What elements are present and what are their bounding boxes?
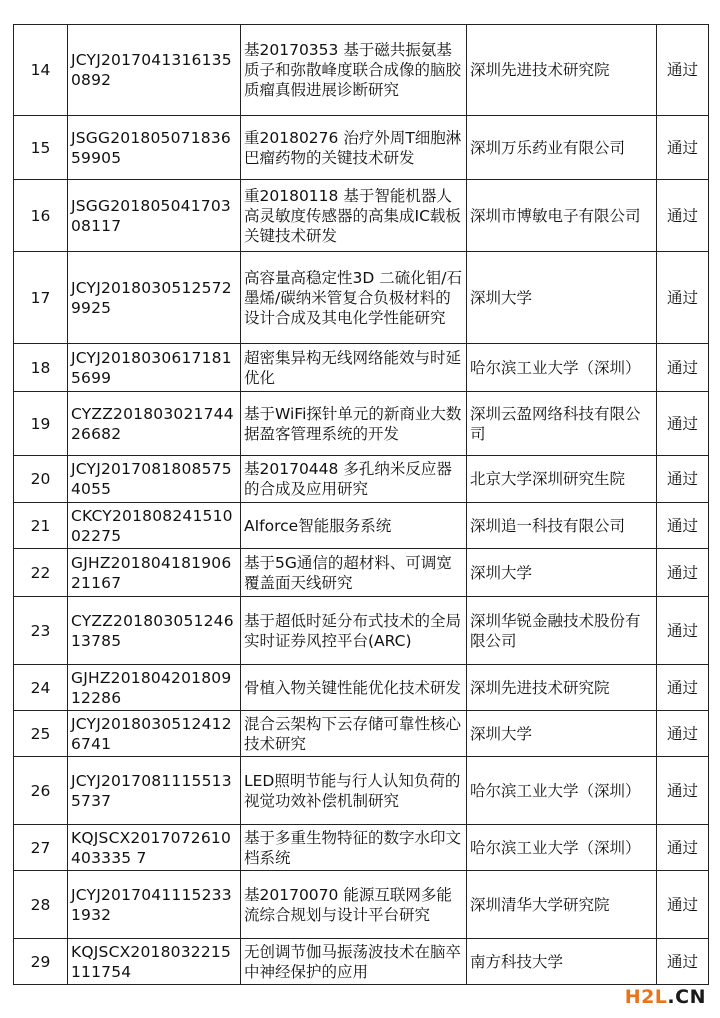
project-code: GJHZ20180420180912286 [68, 665, 241, 711]
project-name: 基于多重生物特征的数字水印文档系统 [241, 825, 467, 871]
row-number: 16 [14, 180, 68, 252]
project-name: 基于超低时延分布式技术的全局实时证券风控平台(ARC) [241, 597, 467, 665]
row-number: 23 [14, 597, 68, 665]
project-name: 无创调节伽马振荡波技术在脑卒中神经保护的应用 [241, 939, 467, 985]
result: 通过 [657, 757, 709, 825]
project-code: JSGG20180507183659905 [68, 116, 241, 180]
organization: 深圳先进技术研究院 [467, 665, 657, 711]
row-number: 18 [14, 344, 68, 392]
result: 通过 [657, 939, 709, 985]
project-code: CYZZ20180302174426682 [68, 392, 241, 456]
result: 通过 [657, 825, 709, 871]
project-code: JSGG20180504170308117 [68, 180, 241, 252]
result: 通过 [657, 392, 709, 456]
result: 通过 [657, 344, 709, 392]
row-number: 20 [14, 456, 68, 503]
project-name: 重20180118 基于智能机器人高灵敏度传感器的高集成IC载板关键技术研发 [241, 180, 467, 252]
result: 通过 [657, 871, 709, 939]
row-number: 27 [14, 825, 68, 871]
organization: 深圳云盈网络科技有限公司 [467, 392, 657, 456]
table-row [14, 825, 709, 871]
site-watermark-logo [625, 986, 706, 1008]
project-name: 基20170448 多孔纳米反应器的合成及应用研究 [241, 456, 467, 503]
organization: 深圳先进技术研究院 [467, 25, 657, 116]
organization: 深圳万乐药业有限公司 [467, 116, 657, 180]
project-name: 高容量高稳定性3D 二硫化钼/石墨烯/碳纳米管复合负极材料的设计合成及其电化学性能研究 [241, 252, 467, 344]
row-number: 14 [14, 25, 68, 116]
organization: 深圳追一科技有限公司 [467, 503, 657, 549]
table-row [14, 549, 709, 597]
watermark-part-b: .CN [667, 986, 706, 1008]
result: 通过 [657, 252, 709, 344]
project-name: 混合云架构下云存储可靠性核心技术研究 [241, 711, 467, 757]
project-code: JCYJ20180305124126741 [68, 711, 241, 757]
project-code: JCYJ20170413161350892 [68, 25, 241, 116]
project-name: 超密集异构无线网络能效与时延优化 [241, 344, 467, 392]
result: 通过 [657, 180, 709, 252]
project-code: JCYJ20180306171815699 [68, 344, 241, 392]
project-name: 骨植入物关键性能优化技术研发 [241, 665, 467, 711]
table-row [14, 252, 709, 344]
project-code: CYZZ20180305124613785 [68, 597, 241, 665]
project-table [13, 24, 709, 985]
result: 通过 [657, 116, 709, 180]
result: 通过 [657, 456, 709, 503]
row-number: 25 [14, 711, 68, 757]
table-row [14, 392, 709, 456]
organization: 深圳华锐金融技术股份有限公司 [467, 597, 657, 665]
result: 通过 [657, 25, 709, 116]
organization: 哈尔滨工业大学（深圳） [467, 825, 657, 871]
table-row [14, 25, 709, 116]
result: 通过 [657, 503, 709, 549]
project-code: JCYJ20170811155135737 [68, 757, 241, 825]
organization: 深圳大学 [467, 549, 657, 597]
organization: 深圳市博敏电子有限公司 [467, 180, 657, 252]
organization: 哈尔滨工业大学（深圳） [467, 344, 657, 392]
organization: 深圳大学 [467, 711, 657, 757]
table-row [14, 344, 709, 392]
project-code: JCYJ20180305125729925 [68, 252, 241, 344]
project-name: 基20170070 能源互联网多能流综合规划与设计平台研究 [241, 871, 467, 939]
result: 通过 [657, 665, 709, 711]
result: 通过 [657, 711, 709, 757]
table-row [14, 665, 709, 711]
project-name: 基于WiFi探针单元的新商业大数据盈客管理系统的开发 [241, 392, 467, 456]
row-number: 29 [14, 939, 68, 985]
project-name: 重20180276 治疗外周T细胞淋巴瘤药物的关键技术研发 [241, 116, 467, 180]
row-number: 17 [14, 252, 68, 344]
row-number: 24 [14, 665, 68, 711]
result: 通过 [657, 549, 709, 597]
table-row [14, 503, 709, 549]
watermark-part-a: H2L [624, 986, 668, 1008]
table-row [14, 597, 709, 665]
table-row [14, 116, 709, 180]
project-code: KQJSCX2017072610403335 7 [68, 825, 241, 871]
table-row [14, 456, 709, 503]
project-code: JCYJ20170818085754055 [68, 456, 241, 503]
project-code: JCYJ20170411152331932 [68, 871, 241, 939]
organization: 深圳清华大学研究院 [467, 871, 657, 939]
result: 通过 [657, 597, 709, 665]
organization: 哈尔滨工业大学（深圳） [467, 757, 657, 825]
project-code: GJHZ20180418190621167 [68, 549, 241, 597]
project-name: AIforce智能服务系统 [241, 503, 467, 549]
row-number: 26 [14, 757, 68, 825]
organization: 南方科技大学 [467, 939, 657, 985]
project-name: LED照明节能与行人认知负荷的视觉功效补偿机制研究 [241, 757, 467, 825]
project-code: CKCY20180824151002275 [68, 503, 241, 549]
table-row [14, 180, 709, 252]
table-row [14, 757, 709, 825]
organization: 深圳大学 [467, 252, 657, 344]
table-row [14, 939, 709, 985]
row-number: 21 [14, 503, 68, 549]
project-name: 基20170353 基于磁共振氨基质子和弥散峰度联合成像的脑胶质瘤真假进展诊断研究 [241, 25, 467, 116]
organization: 北京大学深圳研究生院 [467, 456, 657, 503]
row-number: 15 [14, 116, 68, 180]
project-code: KQJSCX2018032215111754 [68, 939, 241, 985]
row-number: 28 [14, 871, 68, 939]
project-name: 基于5G通信的超材料、可调宽覆盖面天线研究 [241, 549, 467, 597]
table-row [14, 871, 709, 939]
row-number: 22 [14, 549, 68, 597]
table-row [14, 711, 709, 757]
row-number: 19 [14, 392, 68, 456]
